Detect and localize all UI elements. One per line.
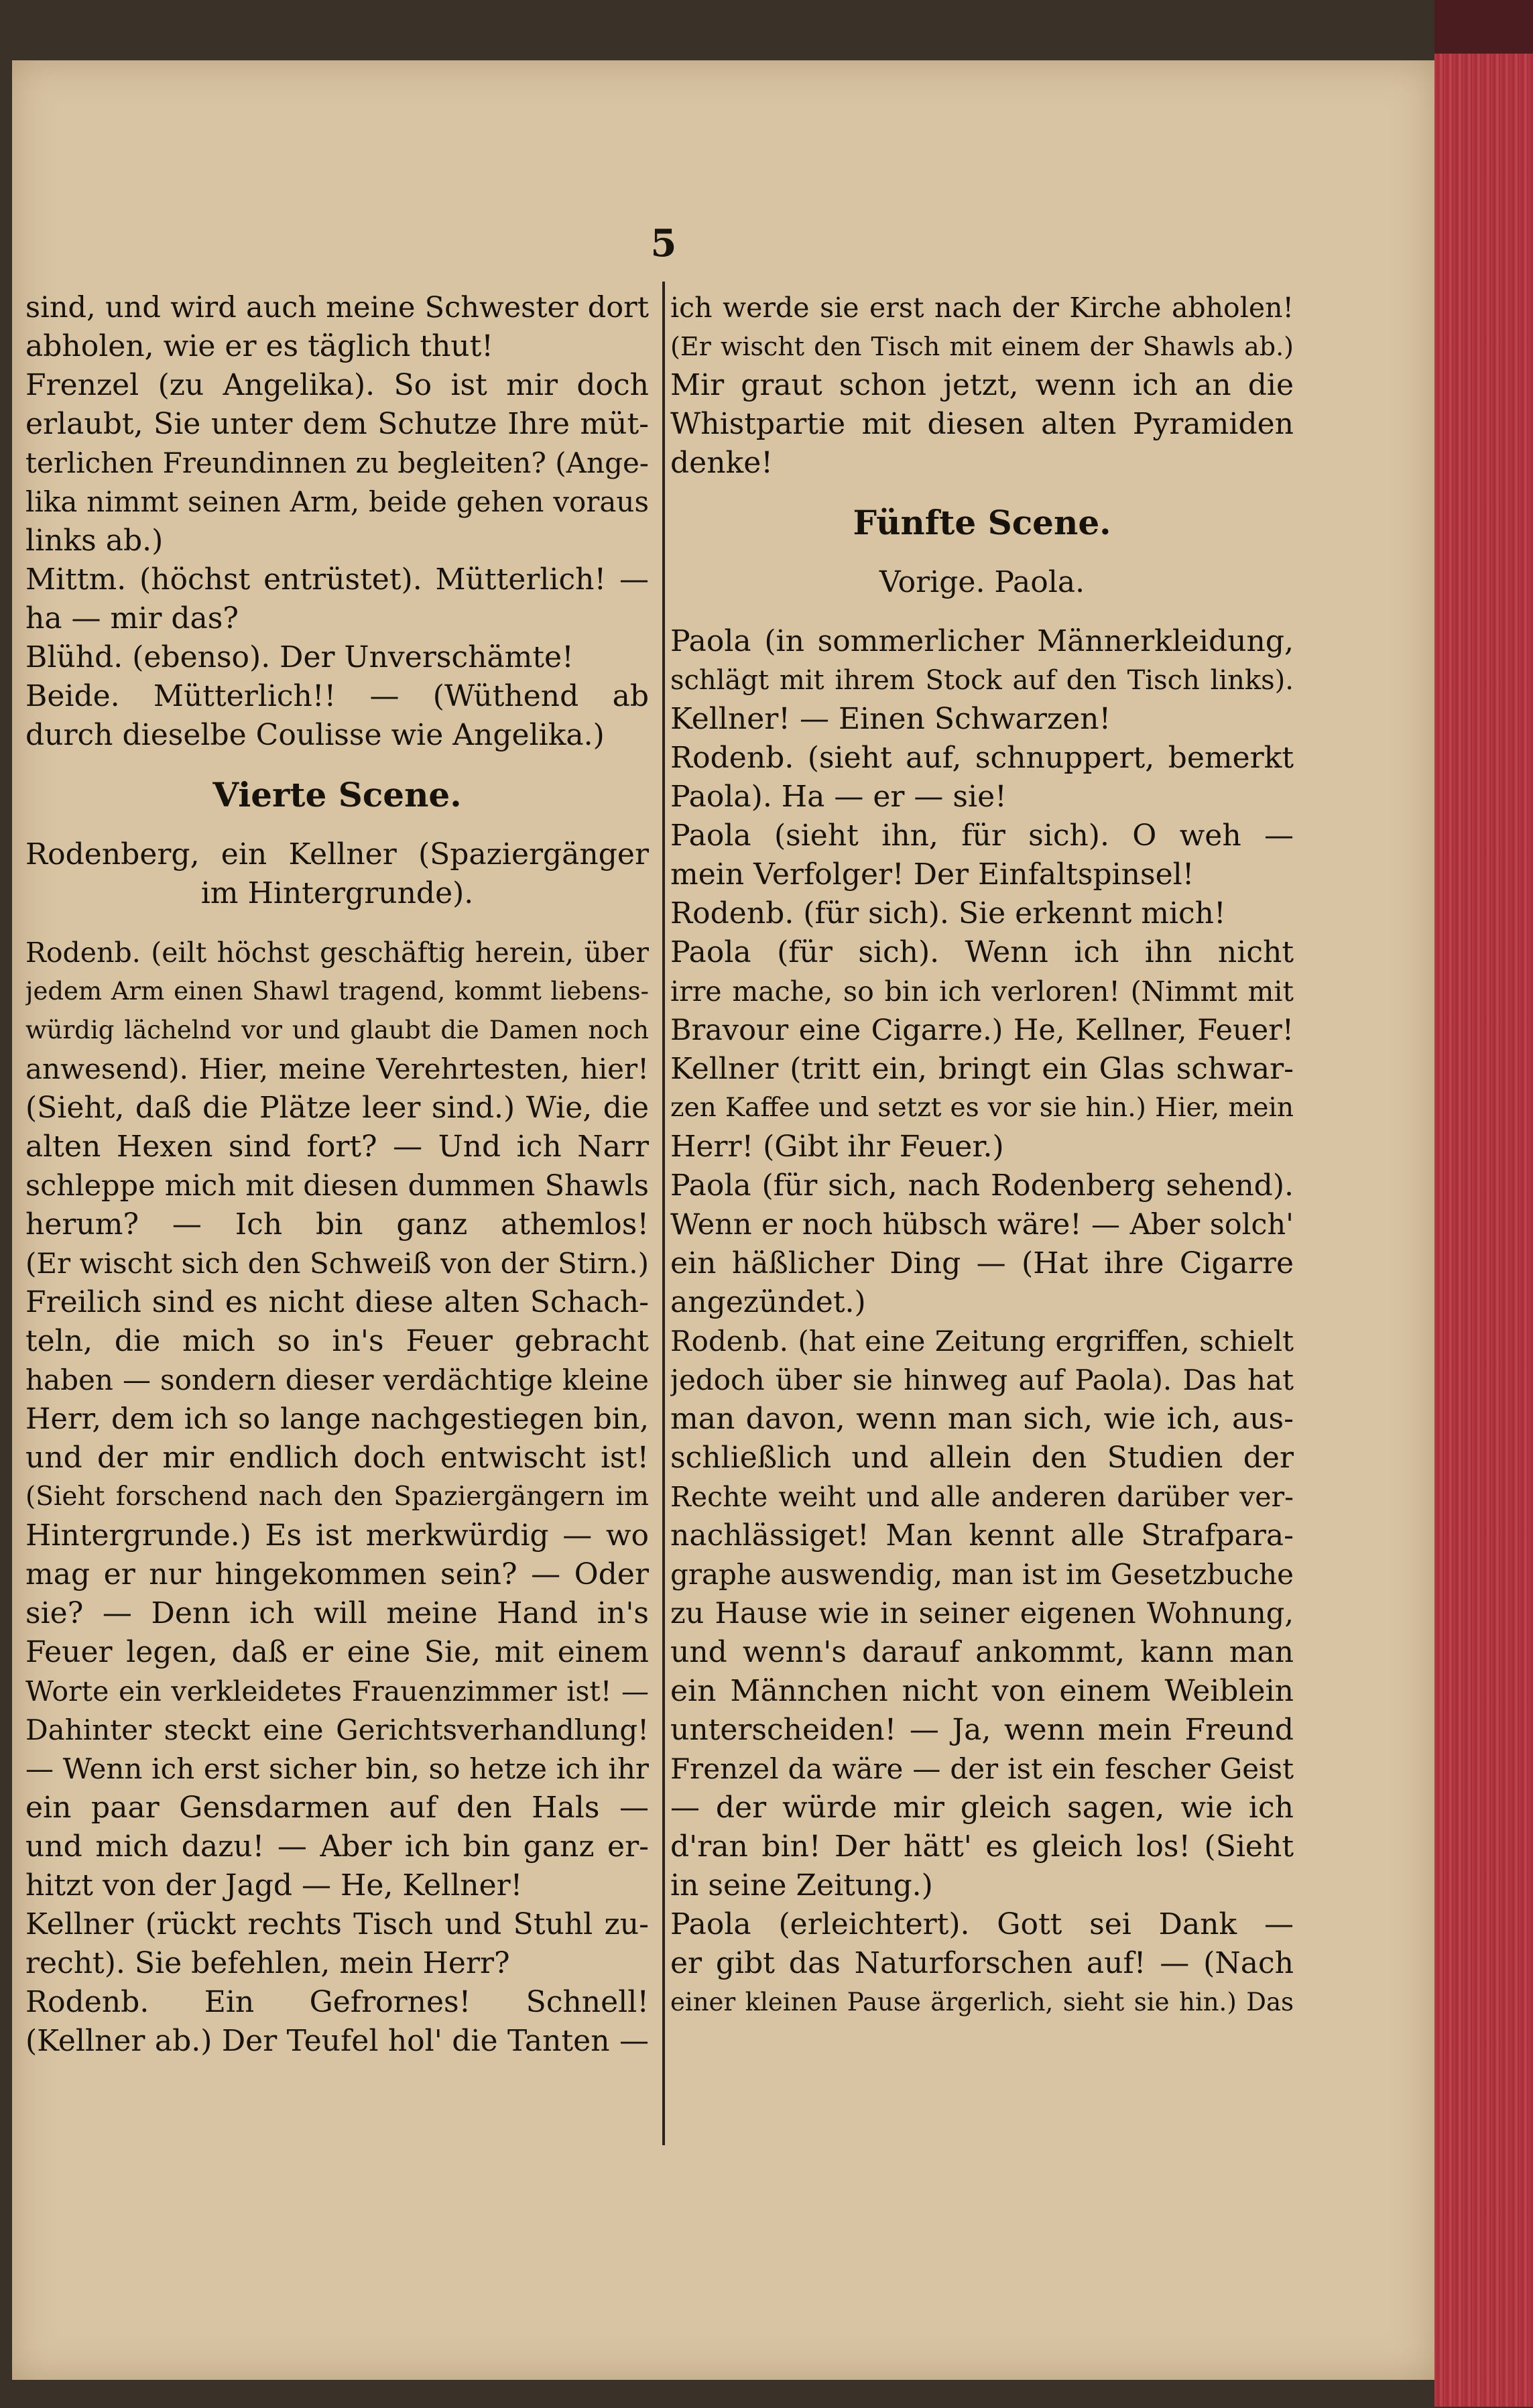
page-edge-red [1434,54,1533,2407]
text-line: unterscheiden! — Ja, wenn mein Freund [670,1713,1294,1747]
text-line: würdig lächelnd vor und glaubt die Damen noch [25,1016,649,1044]
text-line: zu Hause wie in seiner eigenen Wohnung, [670,1597,1294,1630]
text-line: im Hintergrunde). [200,876,474,910]
text-line: Paola (sieht ihn, für sich). O weh — [670,819,1294,853]
left-column [25,288,649,2061]
text-line: (Kellner ab.) Der Teufel hol' die Tanten — [25,2024,649,2058]
text-line: (Er wischt sich den Schweiß von der Stirn.) [25,1247,649,1280]
text-line: — der würde mir gleich sagen, wie ich [670,1791,1294,1825]
text-line: teln, die mich so in's Feuer gebracht [25,1324,649,1358]
text-line: Rodenb. (hat eine Zeitung ergriffen, schielt [670,1325,1294,1358]
text-line: (Er wischt den Tisch mit einem der Shawls ab.) [670,332,1294,361]
text-line: Kellner (rückt rechts Tisch und Stuhl zu- [25,1907,649,1941]
text-line: schleppe mich mit diesen dummen Shawls [25,1169,649,1203]
text-line: ich werde sie erst nach der Kirche abholen! [670,292,1294,324]
text-line: anwesend). Hier, meine Verehrtesten, hier! [25,1052,649,1085]
text-line: recht). Sie befehlen, mein Herr? [25,1946,510,1980]
text-line: d'ran bin! Der hätt' es gleich los! (Sieht [670,1829,1294,1864]
text-line: Blühd. (ebenso). Der Unverschämte! [25,640,574,674]
text-line: jedoch über sie hinweg auf Paola). Das hat [670,1364,1294,1396]
text-line: lika nimmt seinen Arm, beide gehen voraus [25,485,649,518]
text-line: Rodenb. (eilt höchst geschäftig herein, über [25,937,649,969]
text-line: terlichen Freundinnen zu begleiten? (Ange- [25,446,649,479]
text-line: schlägt mit ihrem Stock auf den Tisch links). [670,665,1294,696]
text-line: ha — mir das? [25,601,239,636]
text-line: Hintergrunde.) Es ist merkwürdig — wo [25,1518,649,1553]
page-number: 5 [650,221,677,265]
text-line: Wenn er noch hübsch wäre! — Aber solch' [670,1208,1294,1242]
text-line: ein Männchen nicht von einem Weiblein [670,1674,1294,1708]
scene-heading: Fünfte Scene. [853,503,1111,542]
text-line: alten Hexen sind fort? — Und ich Narr [25,1130,649,1164]
text-line: schließlich und allein den Studien der [670,1441,1294,1475]
text-line: Rodenberg, ein Kellner (Spaziergänger [25,837,649,871]
text-line: graphe auswendig, man ist im Gesetzbuche [670,1558,1294,1591]
text-line: zen Kaffee und setzt es vor sie hin.) Hier, mein [670,1093,1294,1123]
text-line: durch dieselbe Coulisse wie Angelika.) [25,718,605,752]
text-line: haben — sondern dieser verdächtige kleine [25,1364,649,1396]
text-line: und mich dazu! — Aber ich bin ganz er- [25,1829,649,1864]
text-line: Worte ein verkleidetes Frauenzimmer ist! — [25,1675,649,1707]
text-line: Paola). Ha — er — sie! [670,780,1007,814]
text-line: Rodenb. (sieht auf, schnuppert, bemerkt [670,741,1294,775]
text-line: Paola (für sich, nach Rodenberg sehend). [670,1168,1294,1203]
text-line: Herr, dem ich so lange nachgestiegen bin, [25,1402,649,1436]
text-line: und der mir endlich doch entwischt ist! [25,1441,649,1475]
text-line: Rechte weiht und alle anderen darüber ver- [670,1481,1294,1513]
text-line: herum? — Ich bin ganz athemlos! [25,1207,649,1242]
column-divider [662,282,665,2145]
text-line: Frenzel (zu Angelika). So ist mir doch [25,368,649,402]
text-line: angezündet.) [670,1285,866,1319]
text-line: Vorige. Paola. [879,565,1085,599]
text-line: Frenzel da wäre — der ist ein fescher Geist [670,1752,1294,1785]
text-line: Feuer legen, daß er eine Sie, mit einem [25,1635,649,1669]
text-line: (Sieht, daß die Plätze leer sind.) Wie, die [25,1091,649,1125]
text-line: ein häßlicher Ding — (Hat ihre Cigarre [670,1246,1294,1280]
text-line: Paola (für sich). Wenn ich ihn nicht [670,935,1294,969]
text-line: jedem Arm einen Shawl tragend, kommt liebens- [25,977,649,1006]
text-line: — Wenn ich erst sicher bin, so hetze ich ihr [25,1752,649,1785]
text-line: Bravour eine Cigarre.) He, Kellner, Feuer! [670,1014,1294,1047]
text-line: mein Verfolger! Der Einfaltspinsel! [670,857,1194,892]
text-line: Mittm. (höchst entrüstet). Mütterlich! — [25,562,649,597]
text-line: Whistpartie mit diesen alten Pyramiden [670,407,1294,441]
text-line: (Sieht forschend nach den Spaziergängern im [25,1482,649,1512]
text-line: Paola (in sommerlicher Männerkleidung, [670,624,1294,658]
text-line: hitzt von der Jagd — He, Kellner! [25,1868,523,1903]
text-line: und wenn's darauf ankommt, kann man [670,1635,1294,1669]
text-line: Beide. Mütterlich!! — (Wüthend ab [25,679,649,713]
text-line: Freilich sind es nicht diese alten Schach- [25,1285,649,1319]
text-line: denke! [670,446,773,480]
text-line: mag er nur hingekommen sein? — Oder [25,1557,649,1591]
text-line: Mir graut schon jetzt, wenn ich an die [670,368,1294,402]
text-line: einer kleinen Pause ärgerlich, sieht sie hin.) Das [670,1988,1294,2016]
spacer [25,913,649,933]
text-line: Kellner (tritt ein, bringt ein Glas schwar- [670,1052,1294,1086]
text-line: man davon, wenn man sich, wie ich, aus- [670,1402,1294,1436]
text-line: nachlässiget! Man kennt alle Strafpara- [670,1518,1294,1553]
text-line: er gibt das Naturforschen auf! — (Nach [670,1946,1294,1980]
text-line: ein paar Gensdarmen auf den Hals — [25,1791,649,1825]
text-line: Paola (erleichtert). Gott sei Dank — [670,1907,1294,1941]
spacer [670,602,1294,622]
text-line: erlaubt, Sie unter dem Schutze Ihre müt- [25,407,649,441]
scene-heading: Vierte Scene. [212,775,462,815]
text-line: sind, und wird auch meine Schwester dort [25,291,649,324]
text-line: Rodenb. (für sich). Sie erkennt mich! [670,896,1226,930]
text-line: abholen, wie er es täglich thut! [25,329,493,363]
text-line: irre mache, so bin ich verloren! (Nimmt mit [670,975,1294,1008]
text-line: Kellner! — Einen Schwarzen! [670,702,1111,736]
text-line: links ab.) [25,524,164,558]
right-column [670,288,1294,2022]
text-line: Rodenb. Ein Gefrornes! Schnell! [25,1985,649,2019]
text-line: Herr! (Gibt ihr Feuer.) [670,1130,1004,1164]
text-line: Dahinter steckt eine Gerichtsverhandlung! [25,1713,649,1746]
book-cover-top [1434,0,1533,54]
text-line: sie? — Denn ich will meine Hand in's [25,1596,649,1630]
text-line: in seine Zeitung.) [670,1868,933,1903]
